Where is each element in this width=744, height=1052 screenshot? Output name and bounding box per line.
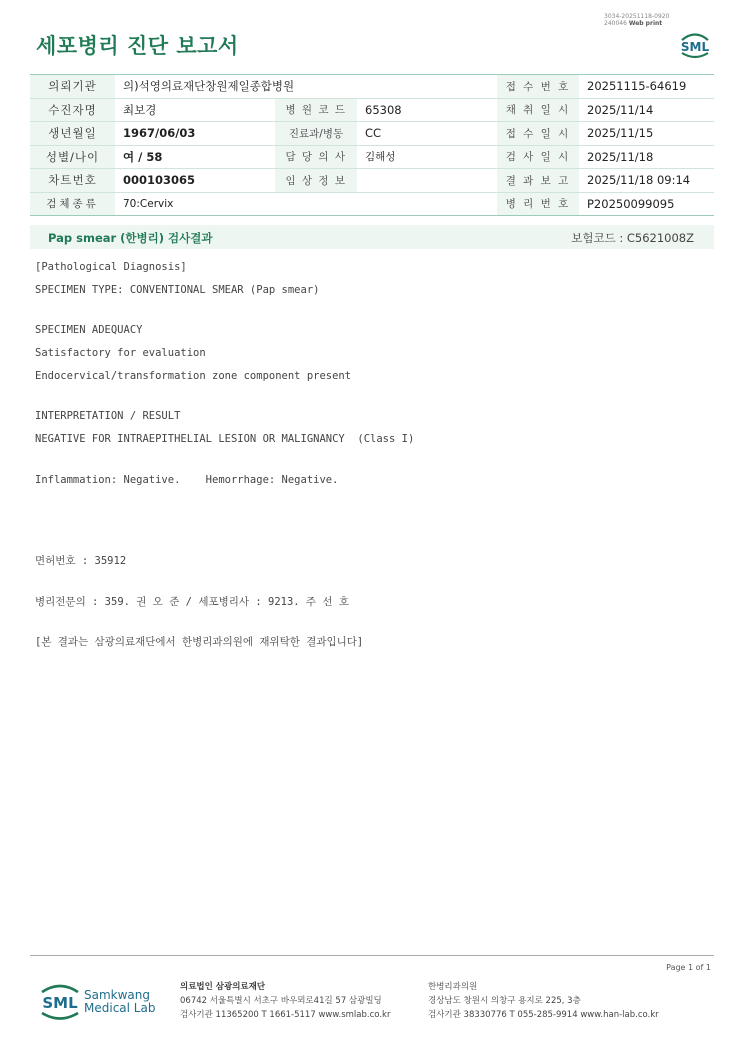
footer-samkwang-contact: 검사기관 11365200 T 1661-5117 www.smlab.co.kr <box>180 1010 391 1020</box>
print-meta-line1: 3034-20251118-0920 <box>604 13 670 20</box>
section-title: Pap smear (한병리) 검사결과 <box>48 231 213 245</box>
label-chart-number: 차트번호 <box>30 169 115 193</box>
info-row <box>30 192 714 216</box>
pathologist-line: 병리전문의 : 359. 권 오 준 / 세포병리사 : 9213. 주 선 호 <box>35 596 350 608</box>
report-line: SPECIMEN TYPE: CONVENTIONAL SMEAR (Pap smear) <box>35 284 320 296</box>
label-accession-number: 접 수 번 호 <box>497 75 579 99</box>
result-section-header <box>30 225 714 249</box>
logo-text: SML <box>680 40 710 54</box>
value-chart-number: 000103065 <box>115 169 275 193</box>
label-pathology-number: 병 리 번 호 <box>497 192 579 216</box>
value-collection-date: 2025/11/14 <box>579 98 714 122</box>
value-receipt-date: 2025/11/15 <box>579 122 714 146</box>
consignment-note: [본 결과는 삼광의료재단에서 한병리과의원에 재위탁한 결과입니다] <box>35 636 364 648</box>
value-result-report: 2025/11/18 09:14 <box>579 169 714 193</box>
report-line: INTERPRETATION / RESULT <box>35 410 181 422</box>
info-row <box>30 145 714 169</box>
label-patient-name: 수진자명 <box>30 98 115 122</box>
info-row <box>30 98 714 122</box>
label-physician: 담 당 의 사 <box>275 145 357 169</box>
value-hospital-code: 65308 <box>357 98 497 122</box>
label-clinical-info: 임 상 정 보 <box>275 169 357 193</box>
label-department: 진료과/병동 <box>275 122 357 146</box>
report-title: 세포병리 진단 보고서 <box>36 34 239 58</box>
brand-name <box>84 989 155 1015</box>
value-physician: 김해성 <box>357 145 497 169</box>
value-birth-date: 1967/06/03 <box>115 122 275 146</box>
footer-hanlab-address: 경상남도 창원시 의창구 용지로 225, 3층 <box>428 996 581 1006</box>
value-pathology-number: P20250099095 <box>579 192 714 216</box>
print-meta <box>604 13 694 27</box>
footer-hanlab-name: 한병리과의원 <box>428 982 478 992</box>
value-department: CC <box>357 122 497 146</box>
value-test-date: 2025/11/18 <box>579 145 714 169</box>
label-requesting-institution: 의뢰기관 <box>30 75 115 99</box>
footer-hanlab-contact: 검사기관 38330776 T 055-285-9914 www.han-lab.co.kr <box>428 1010 659 1020</box>
footer-divider <box>30 955 714 956</box>
value-specimen-type: 70:Cervix <box>115 192 497 216</box>
footer-logo-text: SML <box>42 994 78 1012</box>
info-row <box>30 75 714 99</box>
print-meta-line2 <box>604 20 694 27</box>
label-result-report: 결 과 보 고 <box>497 169 579 193</box>
value-patient-name: 최보경 <box>115 98 275 122</box>
footer-samkwang-name: 의료법인 삼광의료재단 <box>180 982 266 992</box>
value-requesting-institution: 의)석영의료재단창원제일종합병원 <box>115 75 497 99</box>
footer-samkwang-address: 06742 서울특별시 서초구 바우뫼로41길 57 삼광빌딩 <box>180 996 382 1006</box>
label-hospital-code: 병 원 코 드 <box>275 98 357 122</box>
brand-line1: Samkwang <box>84 988 150 1002</box>
info-row <box>30 122 714 146</box>
label-specimen-type: 검체종류 <box>30 192 115 216</box>
report-line: Satisfactory for evaluation <box>35 347 206 359</box>
report-line: [Pathological Diagnosis] <box>35 261 187 273</box>
license-number: 면허번호 : 35912 <box>35 555 127 567</box>
value-accession-number: 20251115-64619 <box>579 75 714 99</box>
sml-logo-icon <box>676 30 714 60</box>
insurance-code: 보험코드 : C5621008Z <box>571 231 694 245</box>
report-line: SPECIMEN ADEQUACY <box>35 324 143 336</box>
footer-hanlab-info <box>428 980 659 1022</box>
value-clinical-info <box>357 169 497 193</box>
label-test-date: 검 사 일 시 <box>497 145 579 169</box>
page-number: Page 1 of 1 <box>666 963 711 972</box>
print-meta-id: 240046 <box>604 20 627 27</box>
value-sex-age: 여 / 58 <box>115 145 275 169</box>
info-row <box>30 169 714 193</box>
patient-info-table <box>30 74 714 216</box>
footer-samkwang-info <box>180 980 390 1022</box>
print-meta-tag: Web print <box>628 20 663 27</box>
label-collection-date: 채 취 일 시 <box>497 98 579 122</box>
report-line: Inflammation: Negative. Hemorrhage: Negative. <box>35 474 339 486</box>
report-line: Endocervical/transformation zone component present <box>35 370 352 382</box>
label-sex-age: 성별/나이 <box>30 145 115 169</box>
label-receipt-date: 접 수 일 시 <box>497 122 579 146</box>
report-line: NEGATIVE FOR INTRAEPITHELIAL LESION OR MALIGNANCY (Class I) <box>35 433 415 445</box>
brand-line2: Medical Lab <box>84 1001 156 1015</box>
label-birth-date: 생년월일 <box>30 122 115 146</box>
